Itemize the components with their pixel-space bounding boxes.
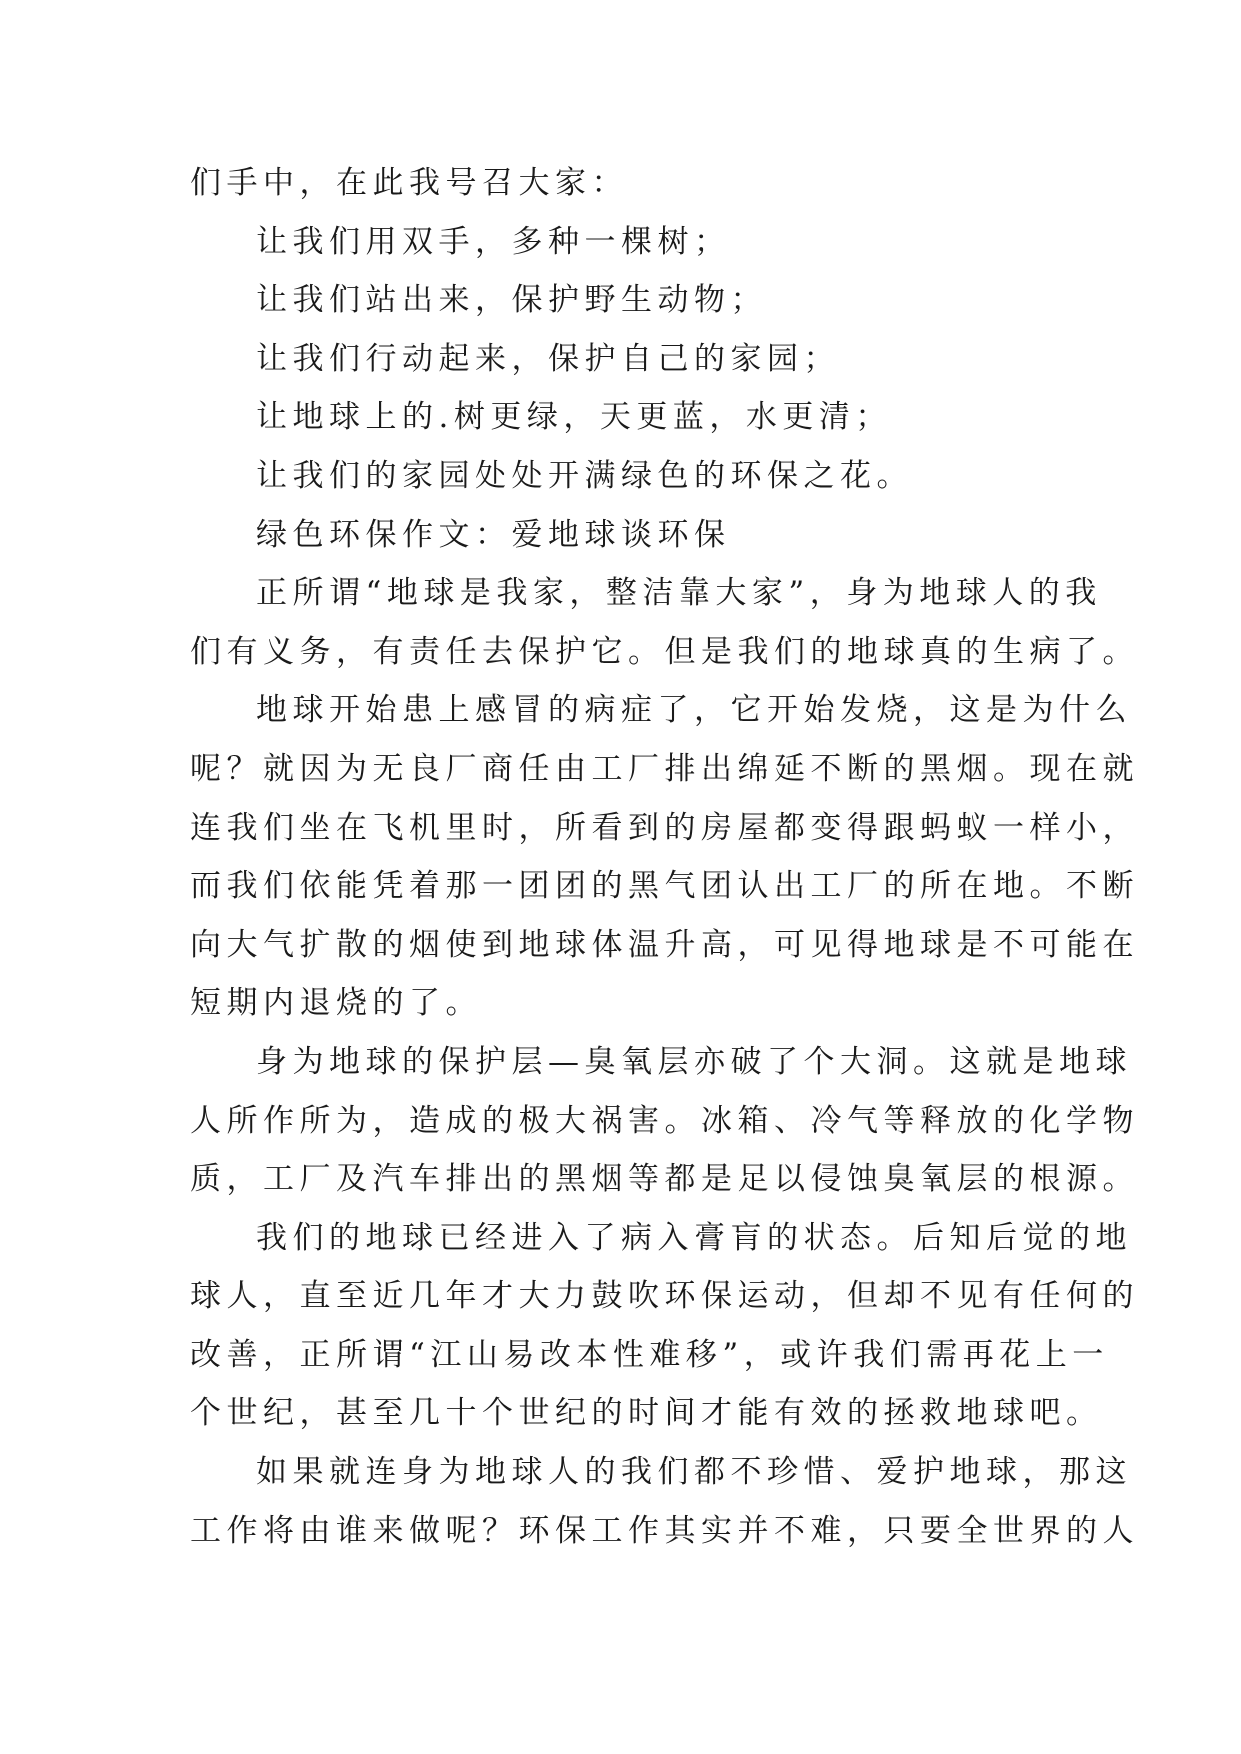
text-line: 质，工厂及汽车排出的黑烟等都是足以侵蚀臭氧层的根源。 (190, 1161, 1139, 1198)
text-line: 人所作所为，造成的极大祸害。冰箱、冷气等释放的化学物 (190, 1102, 1139, 1139)
paragraph (190, 330, 1070, 389)
text-line: 让我们用双手，多种一棵树； (256, 223, 731, 260)
text-line: 正所谓“地球是我家，整洁靠大家”，身为地球人的我 (256, 575, 1102, 612)
paragraph (190, 447, 1070, 506)
paragraph (190, 1209, 1139, 1443)
text-line: 短期内退烧的了。 (190, 985, 482, 1022)
paragraph (190, 681, 1139, 1033)
text-line: 球人，直至近几年才大力鼓吹环保运动，但却不见有任何的 (190, 1278, 1139, 1315)
text-line: 个世纪，甚至几十个世纪的时间才能有效的拯救地球吧。 (190, 1395, 1103, 1432)
text-line: 而我们依能凭着那一团团的黑气团认出工厂的所在地。不断 (190, 868, 1139, 905)
text-line: 如果就连身为地球人的我们都不珍惜、爱护地球，那这 (256, 1454, 1132, 1491)
text-line: 地球开始患上感冒的病症了，它开始发烧，这是为什么 (256, 692, 1132, 729)
paragraph (190, 154, 1070, 213)
text-line: 连我们坐在飞机里时，所看到的房屋都变得跟蚂蚁一样小， (190, 809, 1139, 846)
text-line: 们手中，在此我号召大家： (190, 165, 628, 201)
text-line: 让我们行动起来，保护自己的家园； (256, 340, 840, 377)
text-line: 绿色环保作文：爱地球谈环保 (256, 516, 731, 553)
text-line: 我们的地球已经进入了病入膏肓的状态。后知后觉的地 (256, 1219, 1132, 1256)
text-line: 让我们的家园处处开满绿色的环保之花。 (256, 457, 913, 494)
paragraph (190, 388, 1070, 447)
text-line: 向大气扩散的烟使到地球体温升高，可见得地球是不可能在 (190, 926, 1139, 963)
text-line: 们有义务，有责任去保护它。但是我们的地球真的生病了。 (190, 633, 1139, 670)
text-line: 改善，正所谓“江山易改本性难移”，或许我们需再花上一 (190, 1336, 1109, 1373)
paragraph (190, 1033, 1139, 1209)
text-line: 让地球上的.树更绿，天更蓝，水更清； (256, 399, 892, 436)
paragraph (190, 1443, 1139, 1560)
text-line: 呢？就因为无良厂商任由工厂排出绵延不断的黑烟。现在就 (190, 750, 1139, 787)
document-page (190, 154, 1139, 1560)
paragraph (190, 506, 1070, 565)
paragraph (190, 564, 1139, 681)
text-line: 身为地球的保护层—臭氧层亦破了个大洞。这就是地球 (256, 1043, 1132, 1080)
text-line: 工作将由谁来做呢？环保工作其实并不难，只要全世界的人 (190, 1512, 1139, 1549)
text-line: 让我们站出来，保护野生动物； (256, 282, 767, 319)
paragraph (190, 213, 1070, 272)
paragraph (190, 271, 1070, 330)
